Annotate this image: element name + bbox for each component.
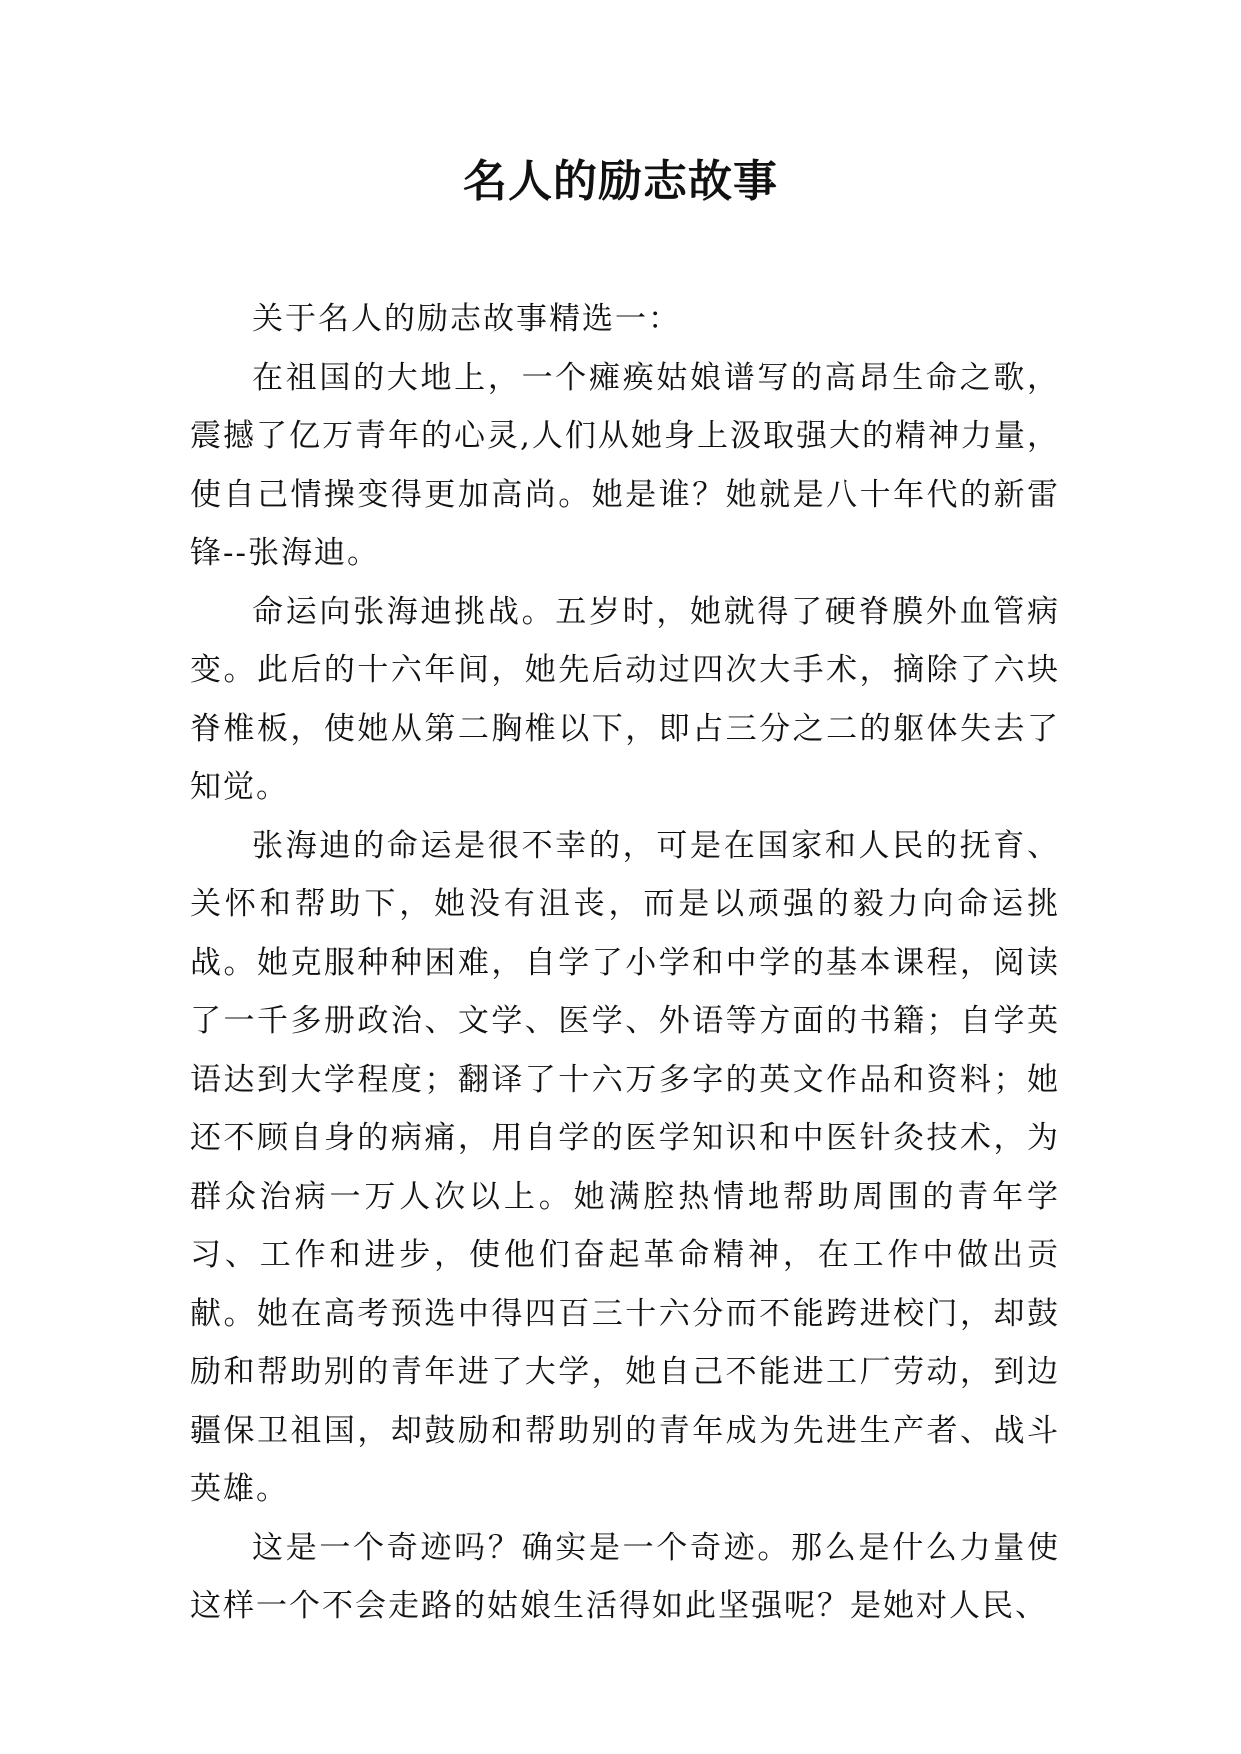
paragraph-intro: 关于名人的励志故事精选一： xyxy=(252,301,681,337)
document-body xyxy=(190,290,1060,1636)
document-title: 名人的励志故事 xyxy=(463,156,778,207)
paragraph: 在祖国的大地上，一个瘫痪姑娘谱写的高昂生命之歌，震撼了亿万青年的心灵,人们从她身上汲取强大的精神力量，使自己情操变得更加高尚。她是谁？她就是八十年代的新雷锋--张海迪。 xyxy=(190,359,1060,571)
paragraph: 张海迪的命运是很不幸的，可是在国家和人民的抚育、关怀和帮助下，她没有沮丧，而是以顽强的毅力向命运挑战。她克服种种困难，自学了小学和中学的基本课程，阅读了一千多册政治、文学、医学、外语等方面的书籍；自学英语达到大学程度；翻译了十六万多字的英文作品和资料；她还不顾自身的病痛，用自学的医学知识和中医针灸技术，为群众治病一万人次以上。她满腔热情地帮助周围的青年学习、工作和进步，使他们奋起革命精神，在工作中做出贡献。她在高考预选中得四百三十六分而不能跨进校门，却鼓励和帮助别的青年进了大学，她自己不能进工厂劳动，到边疆保卫祖国，却鼓励和帮助别的青年成为先进生产者、战斗英雄。 xyxy=(190,827,1060,1507)
paragraph: 命运向张海迪挑战。五岁时，她就得了硬脊膜外血管病变。此后的十六年间，她先后动过四次大手术，摘除了六块脊椎板，使她从第二胸椎以下，即占三分之二的躯体失去了知觉。 xyxy=(190,593,1060,805)
paragraph: 这是一个奇迹吗？确实是一个奇迹。那么是什么力量使这样一个不会走路的姑娘生活得如此坚强呢？是她对人民、 xyxy=(190,1529,1060,1624)
